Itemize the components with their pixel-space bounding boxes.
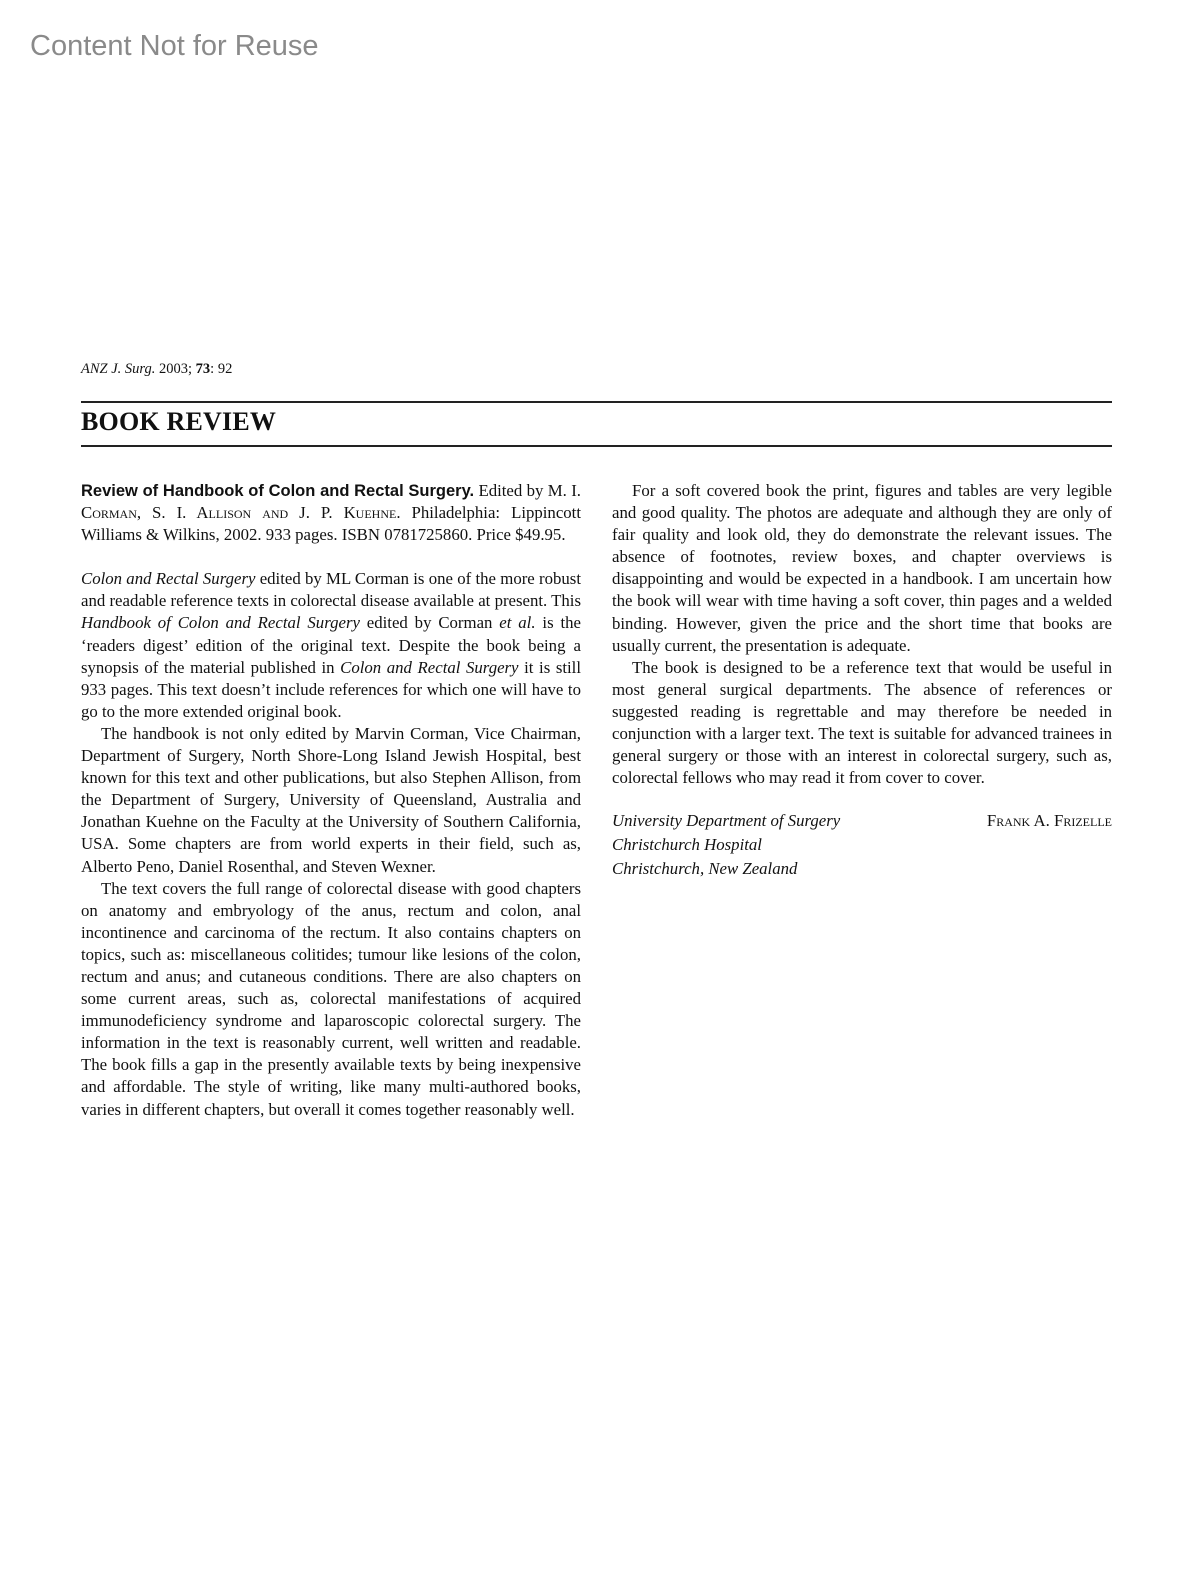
text-run: edited by ML Corman is one of the more robust and readable reference texts in colorectal disease available at present. This (81, 569, 581, 611)
citation-year: 2003; (159, 361, 193, 377)
book-title-italic: Handbook of Colon and Rectal Surgery (81, 613, 360, 633)
journal-name: ANZ J. Surg. (81, 361, 156, 377)
review-edited-by: Edited by (474, 481, 548, 500)
left-column (81, 480, 581, 1121)
header-rule-top (81, 401, 1112, 403)
reviewer-signature (612, 809, 1112, 881)
citation-volume: 73 (195, 361, 211, 377)
text-run: is the ‘readers digest’ edition of the original text. Despite the book being a synopsis of the material published in (81, 613, 581, 677)
et-al-italic: et al. (499, 613, 536, 633)
affiliation-line: University Department of Surgery (612, 811, 841, 831)
text-run: edited by Corman (359, 613, 500, 633)
review-publication: . Philadelphia: Lippincott Williams & Wilkins, 2002. 933 pages. ISBN 0781725860. Price $49.95. (81, 503, 581, 545)
reviewer-name: Frank A. Frizelle (986, 811, 1112, 831)
review-editors: M. I. Corman, S. I. Allison and J. P. Kuehne (81, 481, 581, 523)
right-column (612, 480, 1112, 881)
review-title: Review of Handbook of Colon and Rectal Surgery. (81, 482, 475, 500)
body-paragraph-2: The handbook is not only edited by Marvin Corman, Vice Chairman, Department of Surgery, North Shore-Long Island Jewish Hospital, best known for this text and other publications, but also Stephen Allison, from the Department of Surgery, University of Queensland, Australia and Jonathan Kuehne on the Faculty at the University of Southern California, USA. Some chapters are from world experts in their field, such as, Alberto Peno, Daniel Rosenthal, and Steven Wexner. (81, 723, 581, 876)
body-paragraph-1 (81, 568, 581, 723)
book-title-italic: Colon and Rectal Surgery (340, 657, 519, 677)
section-title: BOOK REVIEW (81, 407, 277, 436)
body-paragraph-3: The text covers the full range of colorectal disease with good chapters on anatomy and embryology of the anus, rectum and colon, anal incontinence and carcinoma of the rectum. It also contains chapters on topics, such as: miscellaneous colitides; tumour like lesions of the colon, rectum and anus; and cutaneous conditions. There are also chapters on some current areas, such as, colorectal manifestations of acquired immunodeficiency syndrome and laparoscopic colorectal surgery. The information in the text is reasonably current, well written and readable. The book fills a gap in the presently available texts by being inexpensive and affordable. The style of writing, like many multi-authored books, varies in different chapters, but overall it comes together reasonably well. (81, 878, 581, 1119)
review-header (81, 480, 581, 546)
citation-page: : 92 (210, 361, 233, 377)
book-title-italic: Colon and Rectal Surgery (81, 569, 256, 589)
body-paragraph-5: The book is designed to be a reference text that would be useful in most general surgical departments. The absence of references or suggested reading is regrettable and may therefore be needed in conjunction with a larger text. The text is suitable for advanced trainees in general surgery or those with an interest in colorectal surgery, such as, colorectal fellows who may read it from cover to cover. (612, 657, 1112, 788)
affiliation-line: Christchurch Hospital (612, 835, 762, 855)
watermark-text: Content Not for Reuse (30, 30, 319, 62)
text-run: it is still 933 pages. This text doesn’t include references for which one will have to go to the more extended original book. (81, 657, 581, 721)
affiliation-line: Christchurch, New Zealand (612, 859, 798, 879)
journal-citation (81, 361, 232, 378)
body-paragraph-4: For a soft covered book the print, figures and tables are very legible and good quality. The photos are adequate and although they are only of fair quality and look old, they do demonstrate the relevant issues. The absence of footnotes, review boxes, and chapter overviews is disappointing and would be expected in a handbook. I am uncertain how the book will wear with time having a soft cover, thin pages and a welded binding. However, given the price and the short time that books are usually current, the presentation is adequate. (612, 481, 1112, 655)
header-rule-bottom (81, 445, 1112, 447)
